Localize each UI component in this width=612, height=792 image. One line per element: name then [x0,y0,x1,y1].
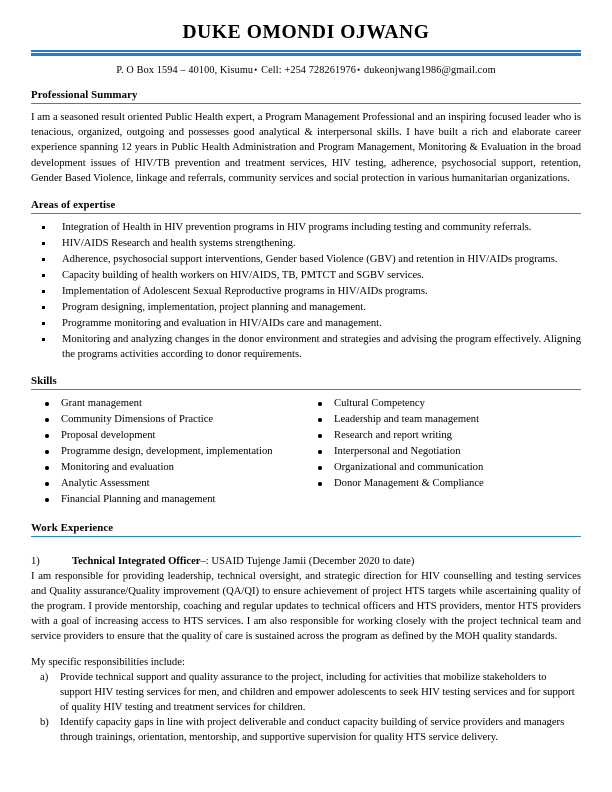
contact-email: dukeonjwang1986@gmail.com [363,65,496,77]
job-heading-text [72,554,414,569]
list-item: Implementation of Adolescent Sexual Reproductive programs in HIV/AIDs programs. [31,284,581,299]
list-item: Analytic Assessment [31,476,306,492]
list-item: Donor Management & Compliance [306,476,581,492]
list-item: Integration of Health in HIV prevention programs in HIV programs including testing and community referrals. [31,220,581,235]
list-item: Financial Planning and management [31,492,306,508]
areas-of-expertise-list [31,220,581,362]
job-title: Technical Integrated Officer [72,555,201,567]
list-item: Research and report writing [306,428,581,444]
section-divider-work-experience [31,536,581,537]
list-item: Programme monitoring and evaluation in HIV/AIDs care and management. [31,316,581,331]
section-divider-areas-of-expertise [31,213,581,214]
section-title-professional-summary: Professional Summary [31,89,138,102]
skills-list-left [31,396,306,509]
list-item: Program designing, implementation, project planning and management. [31,300,581,315]
skills-column-right [306,396,581,509]
section-divider-skills [31,389,581,390]
list-item: Programme design, development, implementation [31,444,306,460]
contact-phone: Cell: +254 728261976 [261,65,356,77]
skills-columns [31,396,581,509]
section-professional-summary [31,89,581,185]
contact-line [31,65,581,76]
responsibilities-spacer [31,644,581,655]
section-areas-of-expertise [31,199,581,362]
section-title-skills: Skills [31,374,57,387]
job-number: 1) [31,555,40,567]
work-experience-spacer [31,543,581,554]
job-employer-dates: –: USAID Tujenge Jamii (December 2020 to date) [200,555,415,567]
list-item: Grant management [31,396,306,412]
job-entry [31,554,581,745]
header-divider [31,50,581,56]
contact-separator-2: • [356,65,361,76]
job-heading [31,554,581,569]
list-item: Monitoring and evaluation [31,460,306,476]
list-item: Leadership and team management [306,412,581,428]
job-description: I am responsible for providing leadership, technical oversight, and strategic direction for HIV counselling and testing services and Quality assurance/Quality improvement (QA/QI) to ensure achievement of project HTS targets while ascertaining quality of the program. I provide mentorship, coaching and regular updates to technical officers and HTS providers, mentor HTS providers with a goal of increasing access to HTS services. I am also responsible for working closely with the project technical team and service providers to ensure that the quality of care is sustained across the program as defined by the MOH quality standards. [31,570,581,642]
responsibilities-list [31,670,581,745]
section-title-work-experience: Work Experience [31,521,114,534]
list-item: Monitoring and analyzing changes in the donor environment and strategies and advising the program effectively. Aligning the programs activities according to donor requirements. [31,332,581,362]
contact-address: P. O Box 1594 – 40100, Kisumu [116,65,254,77]
section-title-areas-of-expertise: Areas of expertise [31,198,116,211]
contact-separator-1: • [254,65,258,76]
professional-summary-text: I am a seasoned result oriented Public Health expert, a Program Management Professional and an inspiring focused leader who is tenacious, organized, outgoing and possesses good analytical & interpersonal skills. I have built a rich and elaborate career experience spanning 12 years in Public Health Administration and Program Management, Monitoring & Evaluation in the broad development issues of HIV/TB prevention and treatment services, HIV testing, adherence, psychosocial support, retention, Gender Based Violence, linkage and referrals, community services and social protection in various humanitarian organizations. [31,112,581,184]
list-item: Proposal development [31,428,306,444]
list-item: HIV/AIDS Research and health systems strengthening. [31,236,581,251]
skills-column-left [31,396,306,509]
list-item: Cultural Competency [306,396,581,412]
list-item: Interpersonal and Negotiation [306,444,581,460]
candidate-name: DUKE OMONDI OJWANG [182,22,430,43]
list-item: Capacity building of health workers on HIV/AIDS, TB, PMTCT and SGBV services. [31,268,581,283]
list-item: Organizational and communication [306,460,581,476]
list-item: Identify capacity gaps in line with project deliverable and conduct capacity building of service providers and managers through trainings, orientation, mentorship, and supportive supervision for quality HTS service delivery. [60,716,565,743]
responsibilities-intro: My specific responsibilities include: [31,656,185,668]
section-work-experience [31,522,581,745]
list-item: Provide technical support and quality assurance to the project, including for activities that mobilize stakeholders to support HIV testing services for men, and children and empower adolescents to seek HIV testing services and for support of quality HIV testing and treatment services for children. [60,671,575,713]
section-divider-professional-summary [31,103,581,104]
skills-list-right [306,396,581,493]
document-header [31,22,581,76]
section-skills [31,375,581,509]
list-item: Community Dimensions of Practice [31,412,306,428]
list-item: Adherence, psychosocial support interventions, Gender based Violence (GBV) and retention in HIV/AIDs programs. [31,252,581,267]
